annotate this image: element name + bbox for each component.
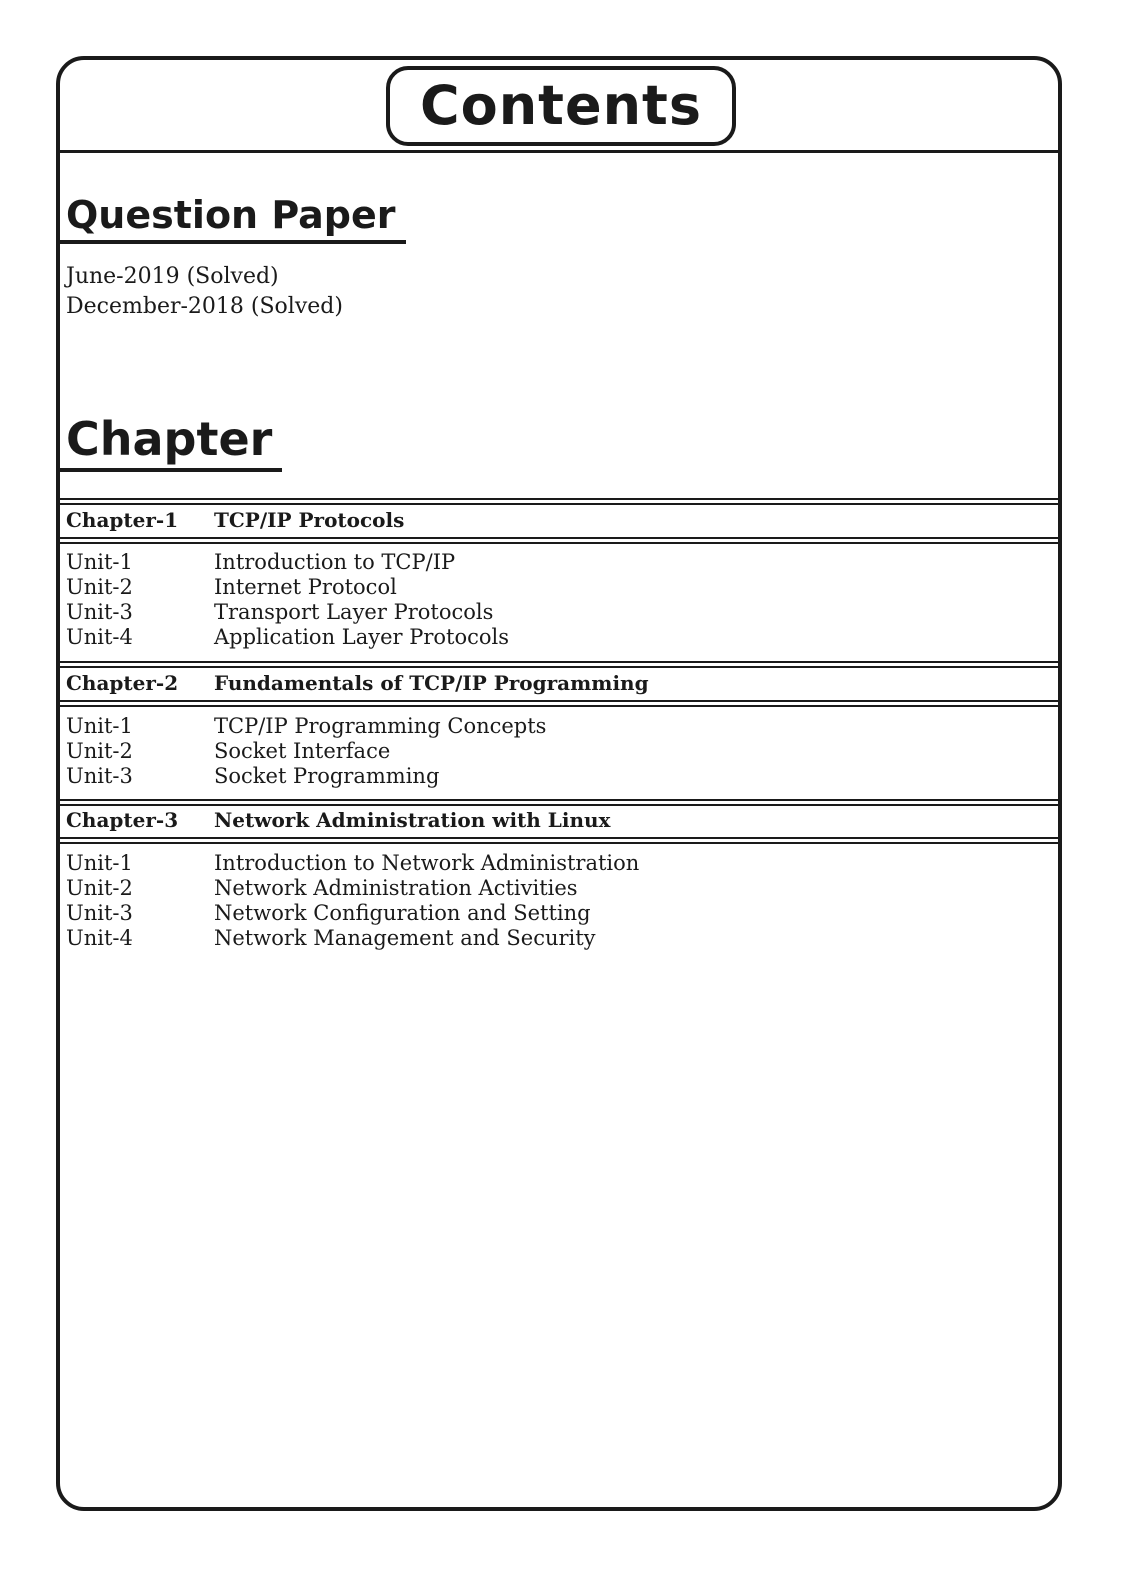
chapter-divider <box>60 700 1060 707</box>
page-title: Contents <box>419 74 702 137</box>
unit-item[interactable] <box>66 739 1046 764</box>
chapter-divider <box>60 837 1060 844</box>
unit-title: Network Administration Activities <box>214 876 578 900</box>
unit-title: TCP/IP Programming Concepts <box>214 714 547 738</box>
unit-title: Network Management and Security <box>214 926 596 950</box>
chapter-number: Chapter-1 <box>66 508 179 532</box>
chapter-number: Chapter-3 <box>66 808 179 832</box>
chapter-2-unit-list <box>66 714 1046 789</box>
unit-title: Application Layer Protocols <box>214 625 510 649</box>
unit-item[interactable] <box>66 625 1046 650</box>
unit-item[interactable] <box>66 926 1046 951</box>
unit-item[interactable] <box>66 851 1046 876</box>
unit-item[interactable] <box>66 876 1046 901</box>
unit-item[interactable] <box>66 550 1046 575</box>
chapter-1-unit-list <box>66 550 1046 650</box>
unit-number: Unit-1 <box>66 851 133 875</box>
unit-number: Unit-1 <box>66 550 133 574</box>
unit-number: Unit-2 <box>66 876 133 900</box>
chapter-number: Chapter-2 <box>66 671 179 695</box>
unit-number: Unit-3 <box>66 901 133 925</box>
unit-item[interactable] <box>66 575 1046 600</box>
chapter-divider <box>60 537 1060 544</box>
unit-item[interactable] <box>66 901 1046 926</box>
question-paper-item[interactable]: December-2018 (Solved) <box>66 294 343 319</box>
chapter-divider <box>60 661 1060 668</box>
contents-title-box <box>386 66 736 146</box>
question-paper-list <box>66 262 343 322</box>
unit-title: Internet Protocol <box>214 575 397 599</box>
unit-number: Unit-4 <box>66 926 133 950</box>
unit-item[interactable] <box>66 714 1046 739</box>
unit-title: Socket Interface <box>214 739 391 763</box>
unit-item[interactable] <box>66 764 1046 789</box>
question-paper-heading: Question Paper <box>66 193 396 237</box>
unit-title: Network Configuration and Setting <box>214 901 591 925</box>
unit-item[interactable] <box>66 600 1046 625</box>
chapter-row-3[interactable] <box>66 807 1046 833</box>
unit-number: Unit-2 <box>66 739 133 763</box>
chapter-row-2[interactable] <box>66 670 1046 696</box>
unit-title: Introduction to Network Administration <box>214 851 640 875</box>
question-paper-underline <box>60 240 406 244</box>
chapter-title: Fundamentals of TCP/IP Programming <box>214 671 649 695</box>
unit-title: Transport Layer Protocols <box>214 600 494 624</box>
unit-number: Unit-3 <box>66 600 133 624</box>
chapter-row-1[interactable] <box>66 507 1046 533</box>
chapter-divider <box>60 799 1060 806</box>
unit-number: Unit-3 <box>66 764 133 788</box>
unit-number: Unit-4 <box>66 625 133 649</box>
chapter-title: TCP/IP Protocols <box>214 508 405 532</box>
chapter-3-unit-list <box>66 851 1046 951</box>
unit-number: Unit-1 <box>66 714 133 738</box>
unit-number: Unit-2 <box>66 575 133 599</box>
unit-title: Socket Programming <box>214 764 440 788</box>
question-paper-item[interactable]: June-2019 (Solved) <box>66 264 279 289</box>
chapter-heading: Chapter <box>66 412 273 466</box>
unit-title: Introduction to TCP/IP <box>214 550 456 574</box>
chapter-title: Network Administration with Linux <box>214 808 611 832</box>
chapter-divider <box>60 498 1060 505</box>
chapter-underline <box>60 468 282 472</box>
header-divider <box>60 150 1060 153</box>
